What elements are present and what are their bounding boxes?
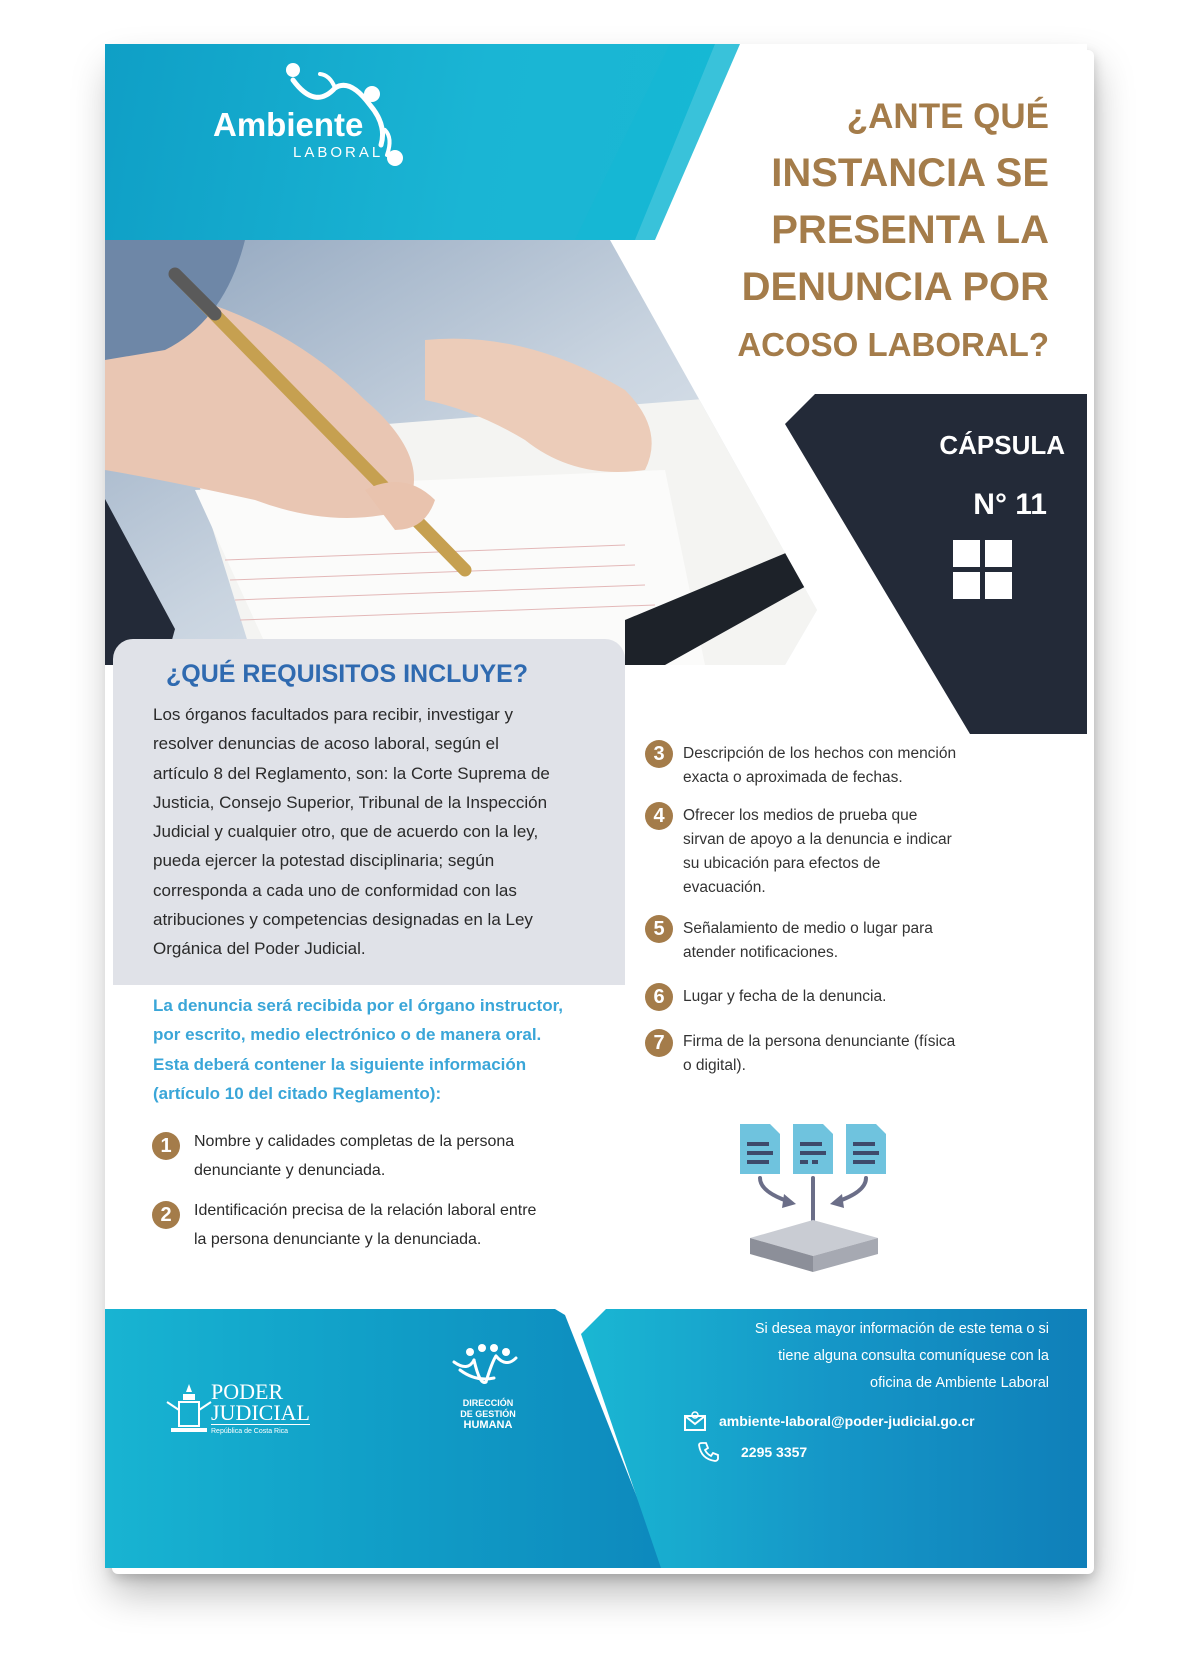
- requirements-line: pueda ejercer la potestad disciplinaria; según: [153, 851, 495, 871]
- title-line: DENUNCIA POR: [741, 265, 1049, 309]
- list-item-line: atender notificaciones.: [683, 944, 839, 961]
- lead-line: Esta deberá contener la siguiente información: [153, 1054, 527, 1074]
- poder-judicial-line1: PODER: [211, 1379, 284, 1404]
- lead-line: (artículo 10 del citado Reglamento):: [153, 1083, 442, 1103]
- main-title: [629, 88, 1049, 373]
- item-number-badge: 3: [645, 740, 673, 768]
- list-item-line: Identificación precisa de la relación laboral entre: [194, 1202, 537, 1219]
- requirements-line: Los órganos facultados para recibir, investigar y: [153, 705, 514, 724]
- item-number-badge: 5: [645, 915, 673, 943]
- list-item-line: Ofrecer los medios de prueba que: [683, 807, 918, 824]
- requirements-line: resolver denuncias de acoso laboral, según el: [153, 734, 499, 754]
- footer-info-line: Si desea mayor información de este tema o si: [754, 1321, 1049, 1337]
- documents-merge-icon: [730, 1120, 900, 1280]
- list-item: [683, 985, 1003, 1009]
- title-line: ¿ANTE QUÉ: [846, 97, 1049, 136]
- poder-judicial-line2: JUDICIAL: [211, 1400, 310, 1425]
- list-item-line: denunciante y denunciada.: [194, 1162, 386, 1179]
- footer-left-band: [105, 1309, 665, 1568]
- requirements-line: Orgánica del Poder Judicial.: [153, 939, 366, 959]
- requirements-text: [153, 700, 603, 964]
- logo-wordmark: Ambiente: [213, 106, 364, 143]
- logo-subtitle: LABORAL: [293, 144, 384, 161]
- gestion-humana-line: HUMANA: [463, 1419, 513, 1431]
- list-item: [683, 1030, 1003, 1078]
- list-item-line: su ubicación para efectos de: [683, 855, 881, 872]
- poder-judicial-subtitle: República de Costa Rica: [211, 1428, 289, 1435]
- capsule-number: N° 11: [973, 488, 1047, 521]
- item-number-badge: 7: [645, 1029, 673, 1057]
- list-item-line: sirvan de apoyo a la denuncia e indicar: [683, 831, 952, 848]
- gestion-humana-text: [458, 1398, 518, 1431]
- lead-line: La denuncia será recibida por el órgano instructor,: [153, 996, 563, 1015]
- list-item-line: la persona denunciante y la denunciada.: [194, 1231, 482, 1248]
- footer-info-line: oficina de Ambiente Laboral: [870, 1375, 1049, 1391]
- list-item-line: Descripción de los hechos con mención: [683, 745, 957, 762]
- list-item: [683, 742, 1003, 790]
- item-number-badge: 2: [152, 1201, 180, 1229]
- list-item-line: Firma de la persona denunciante (física: [683, 1033, 956, 1050]
- grid-icon: [953, 540, 1013, 600]
- footer-info: [689, 1316, 1049, 1397]
- requirements-line: Justicia, Consejo Superior, Tribunal de la Inspección: [153, 792, 548, 812]
- list-item-line: Señalamiento de medio o lugar para: [683, 920, 933, 937]
- list-item: [194, 1127, 614, 1185]
- phone-icon: [697, 1440, 721, 1464]
- list-item: [683, 804, 1003, 900]
- footer-info-line: tiene alguna consulta comuníquese con la: [778, 1348, 1049, 1364]
- list-item: [683, 917, 1003, 965]
- lead-line: por escrito, medio electrónico o de manera oral.: [153, 1025, 542, 1045]
- poster: [105, 44, 1087, 1568]
- people-group-icon: [450, 1342, 520, 1392]
- title-line: INSTANCIA SE: [771, 151, 1049, 195]
- item-number-badge: 4: [645, 802, 673, 830]
- contact-email[interactable]: ambiente-laboral@poder-judicial.go.cr: [719, 1413, 975, 1429]
- list-item-line: o digital).: [683, 1057, 746, 1074]
- title-line: PRESENTA LA: [771, 208, 1049, 252]
- lead-paragraph: [153, 991, 608, 1108]
- capsule-label: CÁPSULA: [939, 430, 1065, 460]
- list-item-line: exacta o aproximada de fechas.: [683, 769, 903, 786]
- requirements-line: atribuciones y competencias designadas en la Ley: [153, 910, 533, 930]
- item-number-badge: 6: [645, 983, 673, 1011]
- requirements-line: corresponda a cada uno de conformidad con las: [153, 880, 517, 900]
- title-line: ACOSO LABORAL?: [737, 326, 1049, 363]
- requirements-line: artículo 8 del Reglamento, son: la Corte Suprema de: [153, 763, 550, 783]
- requirements-title: ¿QUÉ REQUISITOS INCLUYE?: [166, 660, 529, 688]
- gestion-humana-line: DE GESTIÓN: [460, 1409, 516, 1419]
- gestion-humana-line: DIRECCIÓN: [462, 1398, 514, 1408]
- list-item-line: Lugar y fecha de la denuncia.: [683, 988, 887, 1005]
- item-number-badge: 1: [152, 1132, 180, 1160]
- poder-judicial-emblem-icon: [165, 1382, 213, 1434]
- requirements-line: Judicial y cualquier otro, que de acuerdo con la ley,: [153, 822, 539, 842]
- list-item: [194, 1196, 614, 1254]
- email-icon: [683, 1410, 707, 1432]
- list-item-line: evacuación.: [683, 879, 766, 896]
- contact-phone[interactable]: 2295 3357: [741, 1444, 808, 1460]
- list-item-line: Nombre y calidades completas de la persona: [194, 1133, 515, 1150]
